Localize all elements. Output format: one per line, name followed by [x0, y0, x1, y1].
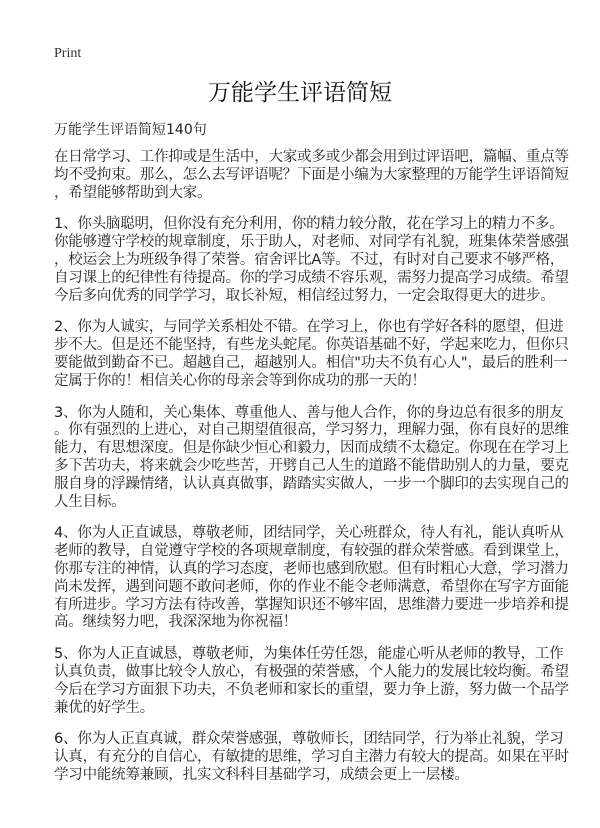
comment-paragraph — [54, 525, 569, 632]
text-line: 认真负责，做事比较令人放心，有极强的荣誉感，个人能力的发展比较均衡。希望 — [54, 663, 569, 680]
page-title: 万能学生评语简短 — [208, 80, 392, 106]
text-line: 3、你为人随和，关心集体、尊重他人、善与他人合作，你的身边总有很多的朋友 — [54, 404, 564, 421]
comment-paragraph — [54, 216, 569, 305]
text-line: 今后在学习方面狠下功夫，不负老师和家长的重望，要力争上游，努力做一个品学 — [54, 681, 569, 698]
text-line: 均不受拘束。那么，怎么去写评语呢？下面是小编为大家整理的万能学生评语简短 — [54, 166, 569, 183]
text-line: 高。继续努力吧，我深深地为你祝福！ — [54, 614, 298, 631]
document-body — [54, 149, 569, 799]
text-line: 你那专注的神情，认真的学习态度，老师也感到欣慰。但有时粗心大意，学习潜力 — [54, 560, 569, 577]
text-line: ，希望能够帮助到大家。 — [54, 184, 212, 201]
text-line: 步不大。但是还不能坚持，有些龙头蛇尾。你英语基础不好，学起来吃力，但你只 — [54, 337, 569, 354]
comment-paragraph — [54, 646, 569, 717]
text-line: 在日常学习、工作抑或是生活中，大家或多或少都会用到过评语吧，篇幅、重点等 — [54, 149, 569, 165]
text-line: 定属于你的！相信关心你的母亲会等到你成功的那一天的！ — [54, 372, 426, 389]
text-line: 认真，有充分的自信心，有敏捷的思维，学习自主潜力有较大的提高。如果在平时 — [54, 749, 569, 766]
text-line: 服自身的浮躁情绪，认认真真做事，踏踏实实做人，一步一个脚印的去实现自己的 — [54, 475, 569, 492]
text-line: 多下苦功夫，将来就会少吃些苦，开劈自己人生的道路不能借助别人的力量，要克 — [54, 457, 569, 474]
intro-paragraph — [54, 149, 569, 202]
text-line: 要能做到勤奋不已。超越自己，超越别人。相信"功夫不负有心人"，最后的胜利一 — [54, 354, 568, 371]
text-line: 2、你为人诚实，与同学关系相处不错。在学习上，你也有学好各科的愿望，但进 — [54, 319, 564, 336]
text-line: 6、你为人正直真诚，群众荣誉感强，尊敬师长，团结同学，行为举止礼貌，学习 — [54, 731, 564, 748]
text-line: 5、你为人正直诚恳，尊敬老师，为集体任劳任怨，能虚心听从老师的教导，工作 — [54, 646, 564, 663]
text-line: 4、你为人正直诚恳，尊敬老师，团结同学，关心班群众，待人有礼，能认真听从 — [54, 525, 564, 542]
print-label: Print — [54, 46, 82, 61]
text-line: 人生目标。 — [54, 493, 126, 510]
text-line: 能力，有思想深度。但是你缺少恒心和毅力，因而成绩不太稳定。你现在在学习上 — [54, 440, 569, 457]
comment-paragraph — [54, 319, 569, 390]
text-line: 自习课上的纪律性有待提高。你的学习成绩不容乐观，需努力提高学习成绩。希望 — [54, 269, 569, 286]
text-line: 今后多向优秀的同学学习，取长补短，相信经过努力，一定会取得更大的进步。 — [54, 287, 555, 304]
text-line: 1、你头脑聪明，但你没有充分利用，你的精力较分散，花在学习上的精力不多。 — [54, 216, 564, 233]
text-line: ，校运会上为班级争得了荣誉。宿舍评比A等。不过，有时对自己要求不够严格， — [54, 251, 565, 268]
text-line: 尚未发挥，遇到问题不敢问老师，你的作业不能令老师满意，希望你在写字方面能 — [54, 578, 569, 595]
subtitle: 万能学生评语简短140句 — [54, 122, 207, 138]
text-line: 兼优的好学生。 — [54, 699, 155, 716]
comment-paragraph — [54, 404, 569, 512]
text-line: 你能够遵守学校的规章制度，乐于助人，对老师、对同学有礼貌，班集体荣誉感强 — [54, 234, 569, 251]
text-line: 。你有强烈的上进心，对自己期望值很高，学习努力，理解力强，你有良好的思维 — [54, 422, 569, 439]
comment-paragraph — [54, 731, 569, 784]
text-line: 有所进步。学习方法有待改善，掌握知识还不够牢固，思维潜力要进一步培养和提 — [54, 596, 569, 613]
text-line: 老师的教导，自觉遵守学校的各项规章制度，有较强的群众荣誉感。看到课堂上， — [54, 543, 569, 560]
text-line: 学习中能统筹兼顾，扎实文科科目基础学习，成绩会更上一层楼。 — [54, 766, 469, 783]
